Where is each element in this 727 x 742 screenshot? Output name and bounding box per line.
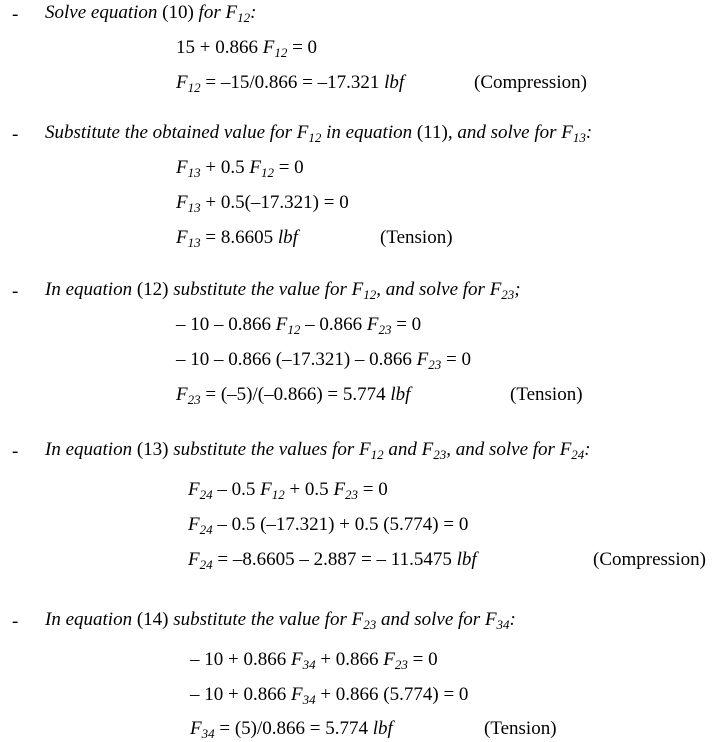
subscript: 23 <box>345 487 359 502</box>
variable: F <box>421 439 434 460</box>
subscript: 12 <box>363 287 377 302</box>
variable: F <box>489 279 502 300</box>
subscript: 23 <box>433 447 447 462</box>
subscript: 23 <box>394 657 408 672</box>
text: Solve equation <box>45 2 163 23</box>
unit: lbf <box>277 227 298 248</box>
step-2-equation-1 <box>176 158 304 179</box>
step-2-note: (Tension) <box>380 227 453 248</box>
subscript: 12 <box>287 322 301 337</box>
text: In equation <box>45 609 137 630</box>
text: + 0.5 <box>200 157 250 178</box>
variable: F <box>290 684 303 705</box>
text: = 0 <box>273 157 304 178</box>
text: = (5)/0.866 = 5.774 <box>214 718 373 739</box>
subscript: 23 <box>378 322 392 337</box>
text: and solve for <box>376 609 485 630</box>
text: ; <box>514 279 521 300</box>
variable: F <box>561 122 573 143</box>
step-5-equation-2 <box>190 685 468 706</box>
text: = 0 <box>287 37 318 58</box>
subscript: 34 <box>302 657 316 672</box>
variable: F <box>188 549 200 570</box>
variable: F <box>351 279 364 300</box>
variable: F <box>296 122 309 143</box>
variable: F <box>351 609 364 630</box>
step-1-equation-1 <box>176 38 317 59</box>
text: and <box>383 439 422 460</box>
step-4-note: (Compression) <box>593 549 706 570</box>
text: In equation <box>45 439 137 460</box>
variable: F <box>559 439 572 460</box>
text: : <box>584 439 591 460</box>
text: in equation <box>321 122 417 143</box>
subscript: 13 <box>187 200 201 215</box>
text: substitute the value for <box>168 279 352 300</box>
variable: F <box>260 479 272 500</box>
variable: F <box>176 72 188 93</box>
variable: F <box>290 649 303 670</box>
text: substitute the value for <box>168 609 352 630</box>
variable: F <box>188 479 200 500</box>
subscript: 13 <box>572 130 586 145</box>
step-4-equation-1 <box>188 480 388 501</box>
text: + 0.5 <box>284 479 334 500</box>
text: , and solve for <box>447 122 562 143</box>
variable: F <box>249 157 261 178</box>
subscript: 13 <box>187 165 201 180</box>
subscript: 24 <box>571 447 585 462</box>
variable: F <box>383 649 395 670</box>
step-2-equation-3 <box>176 228 298 249</box>
variable: F <box>176 157 188 178</box>
text: – 10 – 0.866 (–17.321) – 0.866 <box>176 349 417 370</box>
text: + 0.866 <box>315 649 384 670</box>
variable: F <box>333 479 346 500</box>
text: Substitute the obtained value for <box>45 122 297 143</box>
unit: lbf <box>384 72 405 93</box>
variable: F <box>416 349 429 370</box>
variable: F <box>176 384 188 405</box>
variable: F <box>188 514 200 535</box>
equation-ref: (14) <box>136 609 169 630</box>
step-3-equation-2 <box>176 350 471 371</box>
bullet-dash: - <box>12 611 19 632</box>
unit: lbf <box>456 549 477 570</box>
text: – 10 + 0.866 <box>190 649 291 670</box>
subscript: 34 <box>302 692 316 707</box>
text: = –8.6605 – 2.887 = – 11.5475 <box>212 549 457 570</box>
bullet-dash: - <box>12 4 19 25</box>
text: = –15/0.866 = –17.321 <box>200 72 385 93</box>
equation-ref: (11) <box>416 122 448 143</box>
step-5-note: (Tension) <box>484 718 557 739</box>
subscript: 12 <box>308 130 322 145</box>
text: substitute the values for <box>168 439 359 460</box>
text: = 0 <box>441 349 471 370</box>
text: for <box>193 2 226 23</box>
variable: F <box>359 439 371 460</box>
subscript: 24 <box>199 522 213 537</box>
equation-ref: (13) <box>136 439 169 460</box>
step-4-equation-2 <box>188 515 468 536</box>
variable: F <box>366 314 379 335</box>
text: – 0.866 <box>300 314 367 335</box>
text: , and solve for <box>376 279 490 300</box>
text: + 0.866 (5.774) = 0 <box>315 684 469 705</box>
text: – 0.5 <box>212 479 261 500</box>
variable: F <box>484 609 497 630</box>
step-5-instruction <box>45 610 516 631</box>
subscript: 12 <box>274 45 288 60</box>
variable: F <box>275 314 288 335</box>
subscript: 23 <box>363 617 377 632</box>
text: – 0.5 (–17.321) + 0.5 (5.774) = 0 <box>212 514 469 535</box>
text: : <box>509 609 516 630</box>
step-3-note: (Tension) <box>510 384 583 405</box>
text: = (–5)/(–0.866) = 5.774 <box>200 384 391 405</box>
bullet-dash: - <box>12 441 19 462</box>
text: = 0 <box>407 649 438 670</box>
subscript: 12 <box>260 165 274 180</box>
variable: F <box>190 718 202 739</box>
subscript: 12 <box>271 487 285 502</box>
text: : <box>585 122 593 143</box>
subscript: 13 <box>187 235 201 250</box>
text: = 0 <box>358 479 388 500</box>
text: : <box>250 2 257 23</box>
subscript: 24 <box>199 487 213 502</box>
subscript: 12 <box>187 80 201 95</box>
equation-ref: (10) <box>162 2 194 23</box>
text: In equation <box>45 279 137 300</box>
text: 15 + 0.866 <box>176 37 263 58</box>
variable: F <box>225 2 238 23</box>
step-5-equation-1 <box>190 650 438 671</box>
step-1-equation-2 <box>176 73 404 94</box>
subscript: 23 <box>428 357 442 372</box>
step-3-equation-3 <box>176 385 410 406</box>
variable: F <box>262 37 275 58</box>
step-4-equation-3 <box>188 550 477 571</box>
subscript: 12 <box>370 447 384 462</box>
variable: F <box>176 192 188 213</box>
text: + 0.5(–17.321) = 0 <box>200 192 349 213</box>
step-1-note: (Compression) <box>474 72 587 93</box>
bullet-dash: - <box>12 124 19 145</box>
step-2-instruction <box>45 123 592 144</box>
equation-ref: (12) <box>136 279 169 300</box>
step-4-instruction <box>45 440 591 461</box>
step-3-instruction <box>45 280 521 301</box>
variable: F <box>176 227 188 248</box>
step-2-equation-2 <box>176 193 349 214</box>
text: – 10 + 0.866 <box>190 684 291 705</box>
subscript: 34 <box>201 726 215 741</box>
subscript: 23 <box>501 287 515 302</box>
unit: lbf <box>372 718 393 739</box>
step-3-equation-1 <box>176 315 421 336</box>
bullet-dash: - <box>12 281 19 302</box>
step-5-equation-3 <box>190 719 393 740</box>
step-1-instruction <box>45 3 256 24</box>
unit: lbf <box>390 384 411 405</box>
text: , and solve for <box>446 439 560 460</box>
subscript: 34 <box>496 617 510 632</box>
subscript: 24 <box>199 557 213 572</box>
text: – 10 – 0.866 <box>176 314 276 335</box>
subscript: 12 <box>237 10 251 25</box>
subscript: 23 <box>187 392 201 407</box>
text: = 8.6605 <box>200 227 278 248</box>
text: = 0 <box>391 314 422 335</box>
